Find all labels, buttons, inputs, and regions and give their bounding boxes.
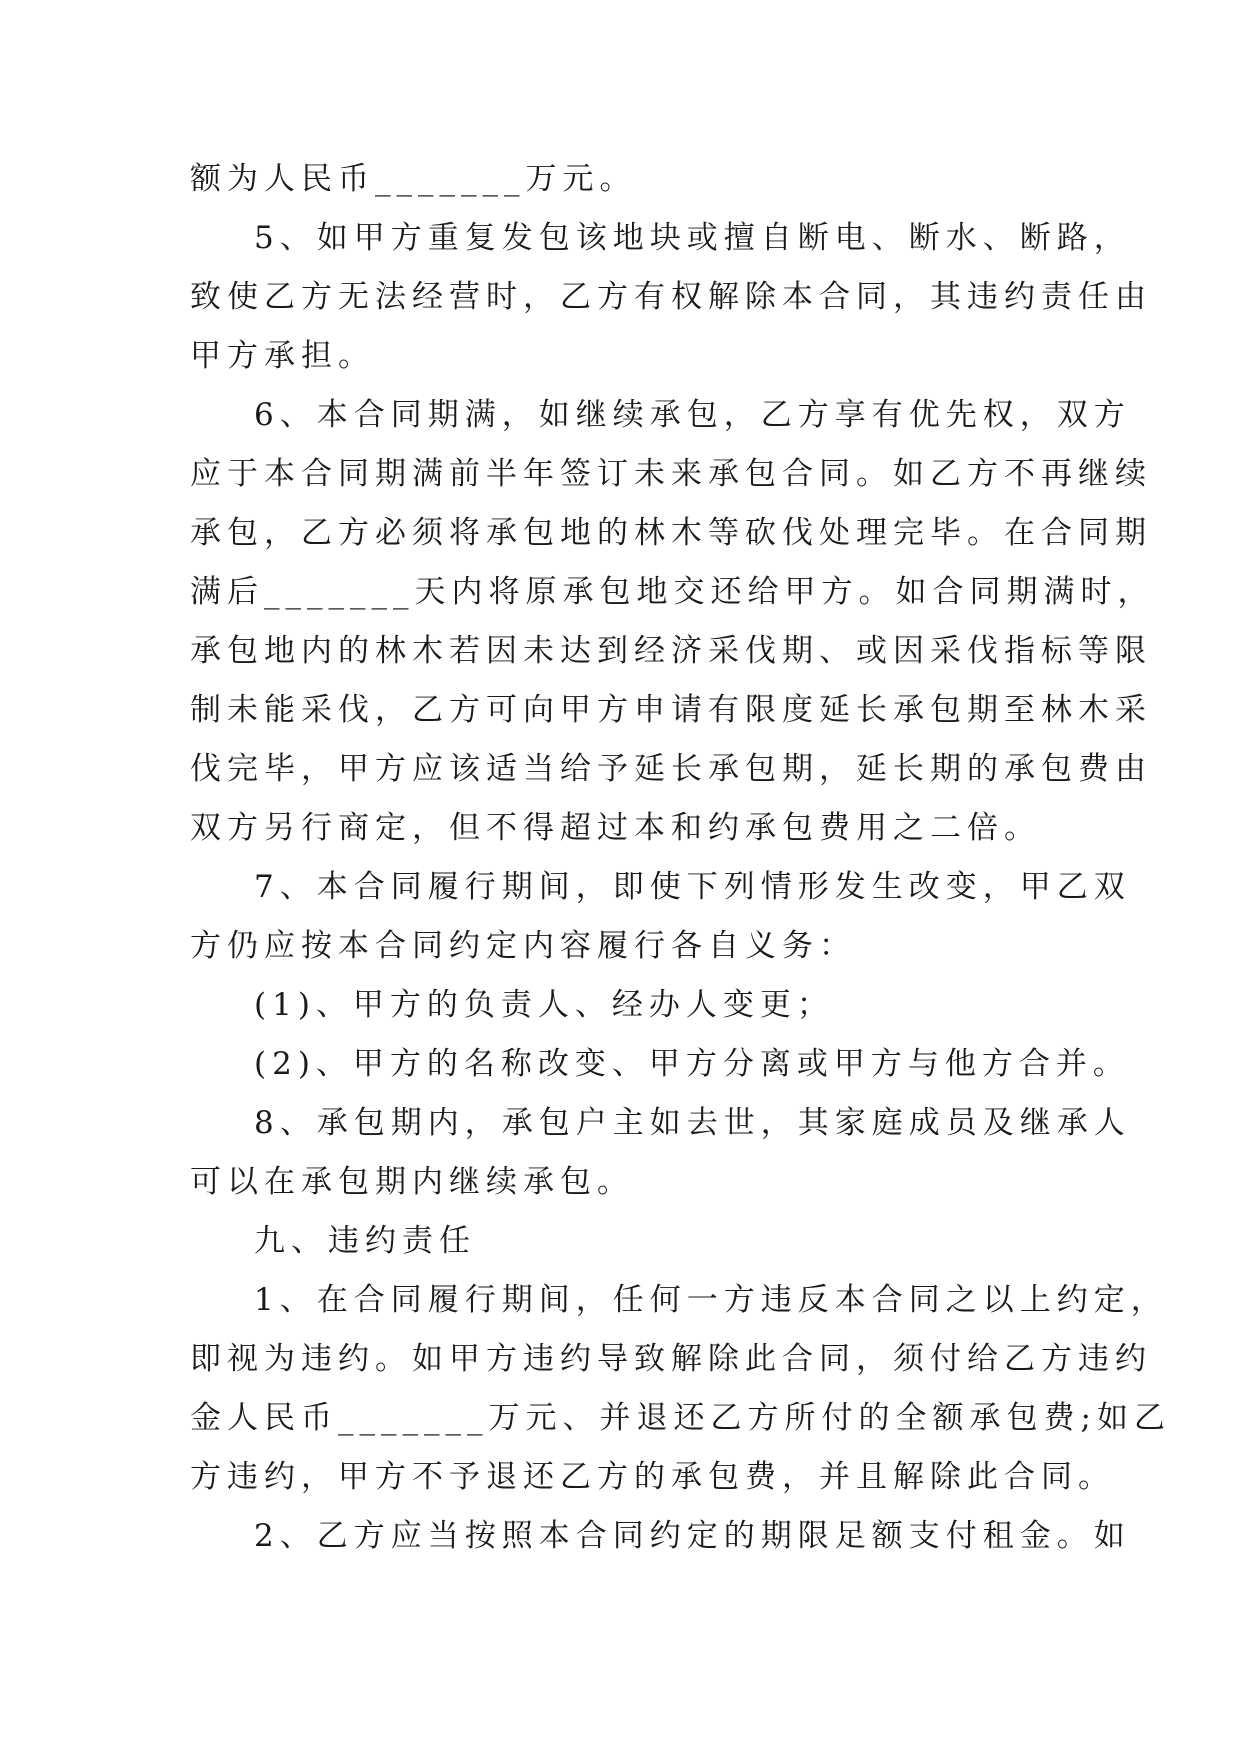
- text-line: 九、违约责任: [254, 1223, 476, 1259]
- text-line: 6、本合同期满，如继续承包，乙方享有优先权，双方: [254, 397, 1131, 433]
- text-line: 方仍应按本合同约定内容履行各自义务：: [190, 928, 856, 964]
- document-page: [190, 150, 1171, 1566]
- text-line: 伐完毕，甲方应该适当给予延长承包期，延长期的承包费由: [190, 751, 1152, 787]
- text-line: 5、如甲方重复发包该地块或擅自断电、断水、断路，: [254, 220, 1131, 256]
- text-line: 方违约，甲方不予退还乙方的承包费，并且解除此合同。: [190, 1459, 1115, 1495]
- text-line: 可以在承包期内继续承包。: [190, 1164, 634, 1200]
- text-line: (2)、甲方的名称改变、甲方分离或甲方与他方合并。: [254, 1046, 1130, 1082]
- text-line: 金人民币_______万元、并退还乙方所付的全额承包费;如乙: [190, 1400, 1171, 1436]
- text-line: 双方另行商定，但不得超过本和约承包费用之二倍。: [190, 810, 1041, 846]
- text-line: 8、承包期内，承包户主如去世，其家庭成员及继承人: [254, 1105, 1131, 1141]
- text-line: 7、本合同履行期间，即使下列情形发生改变，甲乙双: [254, 869, 1131, 905]
- text-line: 甲方承担。: [190, 338, 375, 374]
- text-line: 承包地内的林木若因未达到经济采伐期、或因采伐指标等限: [190, 633, 1152, 669]
- text-line: 致使乙方无法经营时，乙方有权解除本合同，其违约责任由: [190, 279, 1152, 315]
- text-line: 即视为违约。如甲方违约导致解除此合同，须付给乙方违约: [190, 1341, 1152, 1377]
- text-line: 1、在合同履行期间，任何一方违反本合同之以上约定，: [254, 1282, 1168, 1318]
- text-line: 制未能采伐，乙方可向甲方申请有限度延长承包期至林木采: [190, 692, 1152, 728]
- text-line: 应于本合同期满前半年签订未来承包合同。如乙方不再继续: [190, 456, 1152, 492]
- text-line: 额为人民币_______万元。: [190, 161, 637, 197]
- text-line: 2、乙方应当按照本合同约定的期限足额支付租金。如: [254, 1518, 1131, 1554]
- text-line: (1)、甲方的负责人、经办人变更；: [254, 987, 834, 1023]
- text-line: 满后_______天内将原承包地交还给甲方。如合同期满时，: [190, 574, 1155, 610]
- text-line: 承包，乙方必须将承包地的林木等砍伐处理完毕。在合同期: [190, 515, 1152, 551]
